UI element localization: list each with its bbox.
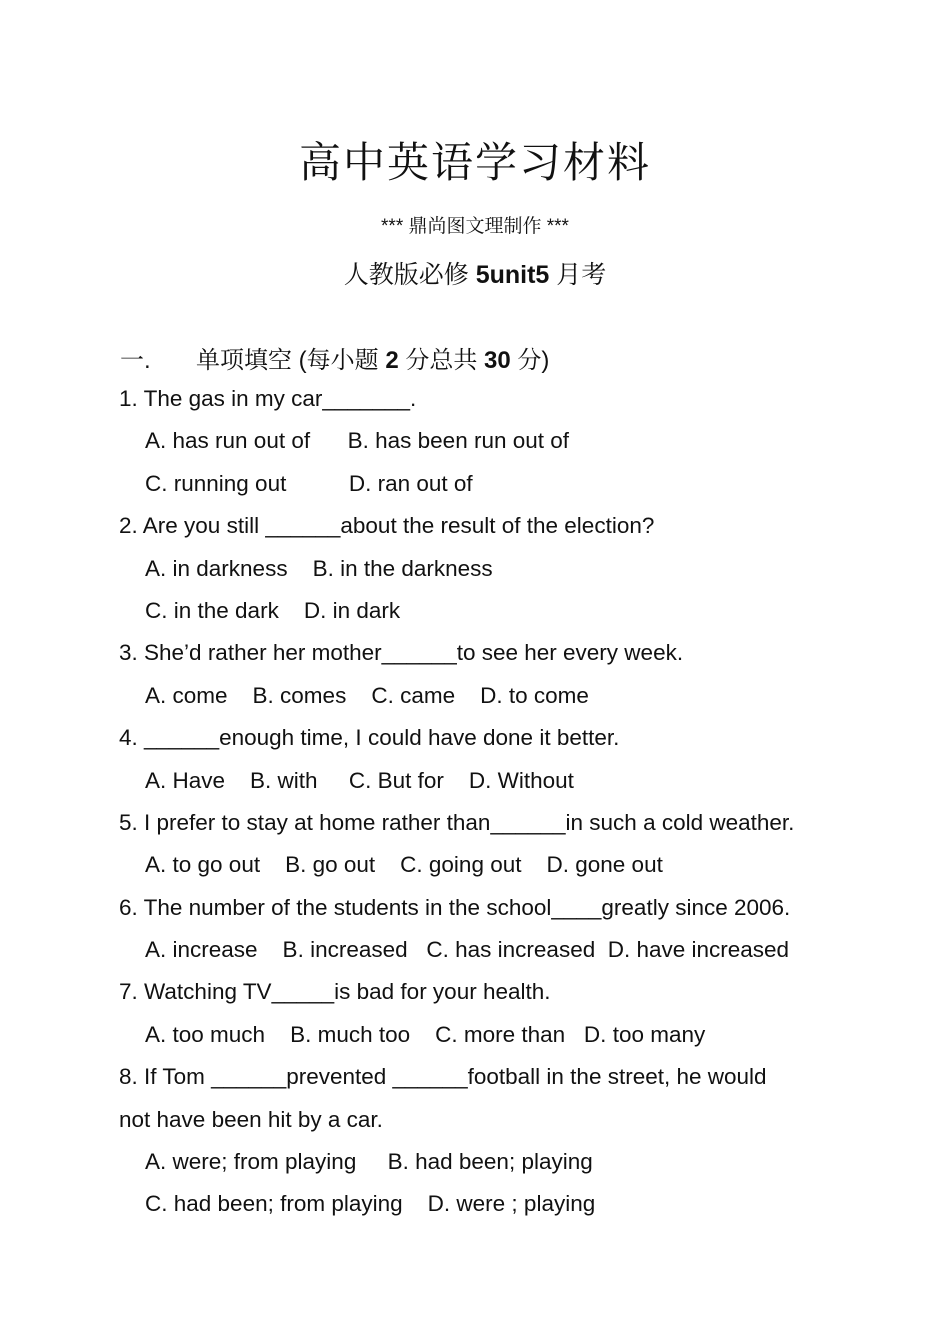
- subtitle-unit: 5unit5: [475, 261, 550, 289]
- question-text: 4. ______enough time, I could have done it better.: [119, 725, 620, 751]
- page-title: 高中英语学习材料: [298, 138, 651, 187]
- section-label-mid: 分总共: [398, 347, 485, 374]
- question-text: 8. If Tom ______prevented ______football in the street, he would: [119, 1064, 767, 1090]
- question-text: 1. The gas in my car_______.: [119, 386, 417, 411]
- answer-options: A. in darkness B. in the darkness: [145, 555, 493, 581]
- answer-options: C. running out D. ran out of: [145, 470, 473, 496]
- subtitle-suffix: 月考: [549, 261, 607, 289]
- question-text: 5. I prefer to stay at home rather than______in such a cold weather.: [119, 809, 795, 835]
- question-list: [119, 378, 899, 1226]
- question-text: 2. Are you still ______about the result of the election?: [119, 513, 655, 539]
- section-label: 单项填空 (每小题: [196, 347, 386, 374]
- answer-options: A. has run out of B. has been run out of: [145, 428, 570, 454]
- answer-options: C. had been; from playing D. were ; playing: [145, 1191, 596, 1217]
- question-text: 6. The number of the students in the school____greatly since 2006.: [119, 894, 791, 920]
- maker-line: *** 鼎尚图文理制作 ***: [381, 216, 569, 237]
- section-heading: [120, 340, 549, 375]
- section-number: 一.: [120, 347, 151, 374]
- question-text: not have been hit by a car.: [119, 1106, 383, 1132]
- section-points-each: 2: [385, 347, 399, 374]
- page-subtitle: [0, 255, 950, 291]
- answer-options: A. Have B. with C. But for D. Without: [145, 767, 574, 793]
- section-points-total: 30: [484, 347, 511, 374]
- answer-options: A. come B. comes C. came D. to come: [145, 682, 589, 708]
- answer-options: A. too much B. much too C. more than D. too many: [145, 1021, 706, 1047]
- answer-options: A. to go out B. go out C. going out D. gone out: [145, 852, 663, 878]
- answer-options: A. were; from playing B. had been; playing: [145, 1149, 593, 1175]
- question-text: 7. Watching TV_____is bad for your health.: [119, 979, 551, 1005]
- answer-options: A. increase B. increased C. has increased D. have increased: [145, 937, 790, 963]
- section-label-end: 分): [510, 347, 550, 374]
- question-text: 3. She’d rather her mother______to see her every week.: [119, 640, 684, 666]
- subtitle-prefix: 人教版必修: [343, 261, 476, 289]
- answer-options: C. in the dark D. in dark: [145, 597, 401, 623]
